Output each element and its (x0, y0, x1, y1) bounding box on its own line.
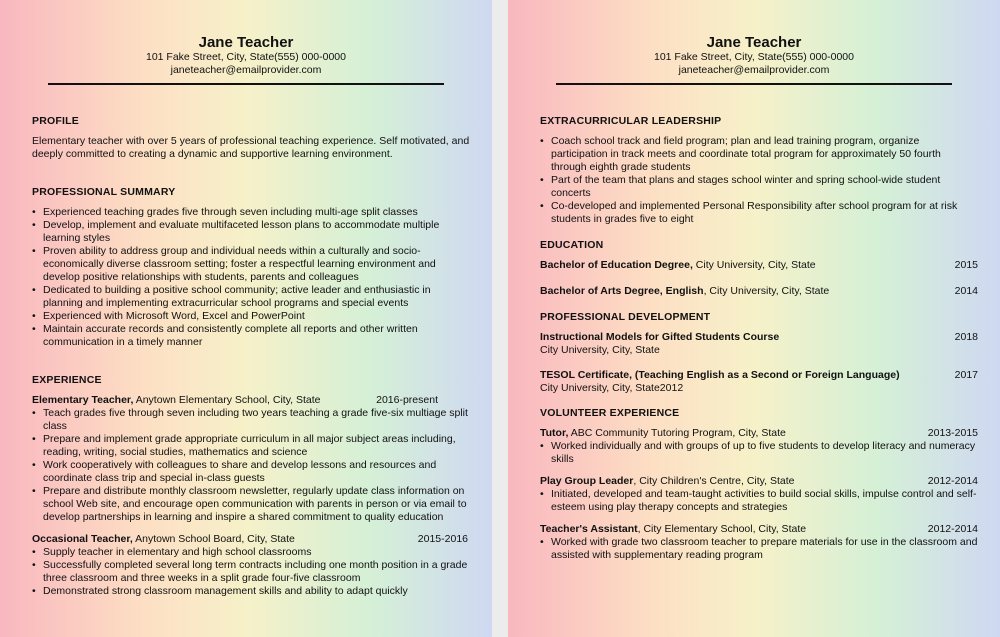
contact-address: 101 Fake Street, City, State(555) 000-0000 (145, 51, 346, 63)
volunteer-role: Tutor, (540, 426, 569, 439)
list-item: • Prepare and implement grade appropriate curriculum in all major subject areas including, reading, writing, social studies, mathematics and science (32, 433, 470, 459)
education-row (540, 259, 978, 272)
leadership-heading: EXTRACURRICULAR LEADERSHIP (540, 114, 722, 127)
list-item: • Develop, implement and evaluate multifaceted lesson plans to accommodate multiple learning styles (32, 219, 470, 245)
job-dates: 2016-present (376, 393, 438, 406)
course-year: 2018 (954, 330, 978, 343)
list-item: • Proven ability to address group and individual needs within a culturally and socio-economically diverse classroom setting; foster a respectful learning environment and develop positive relationships with students, parents and colleagues (32, 245, 470, 284)
degree-name: Bachelor of Education Degree, (540, 258, 693, 271)
list-item: • Prepare and distribute monthly classroom newsletter, regularly update class information on school Web site, and encourage open communication with parents in person or via email to develop partnerships in learning and inspire a shared commitment to quality education (32, 485, 470, 524)
list-item: • Co-developed and implemented Personal Responsibility after school program for at risk students in grades five to eight (540, 200, 978, 226)
resume-header (0, 34, 492, 85)
candidate-name: Jane Teacher (706, 34, 802, 51)
contact-email: janeteacher@emailprovider.com (678, 64, 830, 76)
resume-page-1 (0, 0, 492, 637)
education-heading: EDUCATION (540, 238, 604, 251)
list-item: • Part of the team that plans and stages school winter and spring school-wide student concerts (540, 174, 978, 200)
volunteer-role: Play Group Leader (540, 474, 634, 487)
course-year: 2017 (954, 368, 978, 381)
leadership-list (540, 135, 978, 226)
summary-heading: PROFESSIONAL SUMMARY (32, 185, 176, 198)
list-item: • Initiated, developed and team-taught activities to build social skills, impulse control and self-esteem using play therapy concepts and strategies (540, 488, 978, 514)
volunteer-dates: 2012-2014 (927, 474, 978, 487)
volunteer-role: Teacher's Assistant (540, 522, 638, 535)
list-item: • Experienced teaching grades five through seven including multi-age split classes (32, 206, 470, 219)
degree-year: 2015 (954, 258, 978, 271)
profile-heading: PROFILE (32, 114, 79, 127)
degree-school: , City University, City, State (703, 284, 830, 297)
list-item: • Teach grades five through seven including two years teaching a grade five-six multiage split class (32, 407, 470, 433)
header-divider (48, 83, 444, 85)
degree-school: City University, City, State (692, 258, 816, 271)
volunteer-entry (540, 475, 978, 514)
resume-page-2 (508, 0, 1000, 637)
job-dates: 2015-2016 (417, 532, 468, 545)
contact-email: janeteacher@emailprovider.com (170, 64, 322, 76)
list-item: • Demonstrated strong classroom management skills and ability to adapt quickly (32, 585, 470, 598)
volunteer-entry (540, 523, 978, 562)
course-place: City University, City, State2012 (540, 381, 684, 394)
job-role: Occasional Teacher, (32, 532, 133, 545)
development-item (540, 369, 978, 395)
list-item: • Dedicated to building a positive school community; active leader and enthusiastic in planning and implementing extracurricular school programs and special events (32, 284, 470, 310)
list-item: • Worked individually and with groups of up to five students to develop literacy and numeracy skills (540, 440, 978, 466)
course-name: Instructional Models for Gifted Students Course (540, 330, 780, 343)
course-place: City University, City, State (540, 343, 660, 356)
job-org: Anytown Elementary School, City, State (133, 393, 321, 406)
development-item (540, 331, 978, 357)
list-item: • Successfully completed several long term contracts including one month position in a grade three classroom and three weeks in a split grade four-five classroom (32, 559, 470, 585)
list-item: • Coach school track and field program; plan and lead training program, organize participation in track meets and coordinate total program for approximately 50 fourth through eighth grade students (540, 135, 978, 174)
degree-year: 2014 (954, 284, 978, 297)
volunteer-dates: 2013-2015 (927, 426, 978, 439)
resume-header (508, 34, 1000, 85)
list-item: • Maintain accurate records and consistently complete all reports and other written communication in a timely manner (32, 323, 470, 349)
job-entry (32, 394, 470, 524)
experience-heading: EXPERIENCE (32, 373, 102, 386)
list-item: • Experienced with Microsoft Word, Excel and PowerPoint (32, 310, 470, 323)
profile-text: Elementary teacher with over 5 years of professional teaching experience. Self motivated, and deeply committed to creating a dynamic and supportive learning environment. (32, 134, 470, 160)
contact-address: 101 Fake Street, City, State(555) 000-0000 (653, 51, 854, 63)
volunteer-org: , City Children's Centre, City, State (633, 474, 795, 487)
degree-name: Bachelor of Arts Degree, English (540, 284, 704, 297)
list-item: • Supply teacher in elementary and high school classrooms (32, 546, 470, 559)
volunteer-entry (540, 427, 978, 466)
job-entry (32, 533, 470, 598)
job-role: Elementary Teacher, (32, 393, 134, 406)
course-name: TESOL Certificate, (Teaching English as a Second or Foreign Language) (540, 368, 900, 381)
volunteer-heading: VOLUNTEER EXPERIENCE (540, 406, 680, 419)
volunteer-org: ABC Community Tutoring Program, City, State (568, 426, 786, 439)
job-org: Anytown School Board, City, State (132, 532, 295, 545)
development-heading: PROFESSIONAL DEVELOPMENT (540, 310, 711, 323)
volunteer-org: , City Elementary School, City, State (637, 522, 807, 535)
list-item: • Work cooperatively with colleagues to share and develop lessons and resources and coordinate class trip and special in-class guests (32, 459, 470, 485)
list-item: • Worked with grade two classroom teacher to prepare materials for use in the classroom and assisted with supplementary reading program (540, 536, 978, 562)
summary-list (32, 206, 470, 349)
header-divider (556, 83, 952, 85)
candidate-name: Jane Teacher (198, 34, 294, 51)
volunteer-dates: 2012-2014 (927, 522, 978, 535)
education-row (540, 285, 978, 298)
